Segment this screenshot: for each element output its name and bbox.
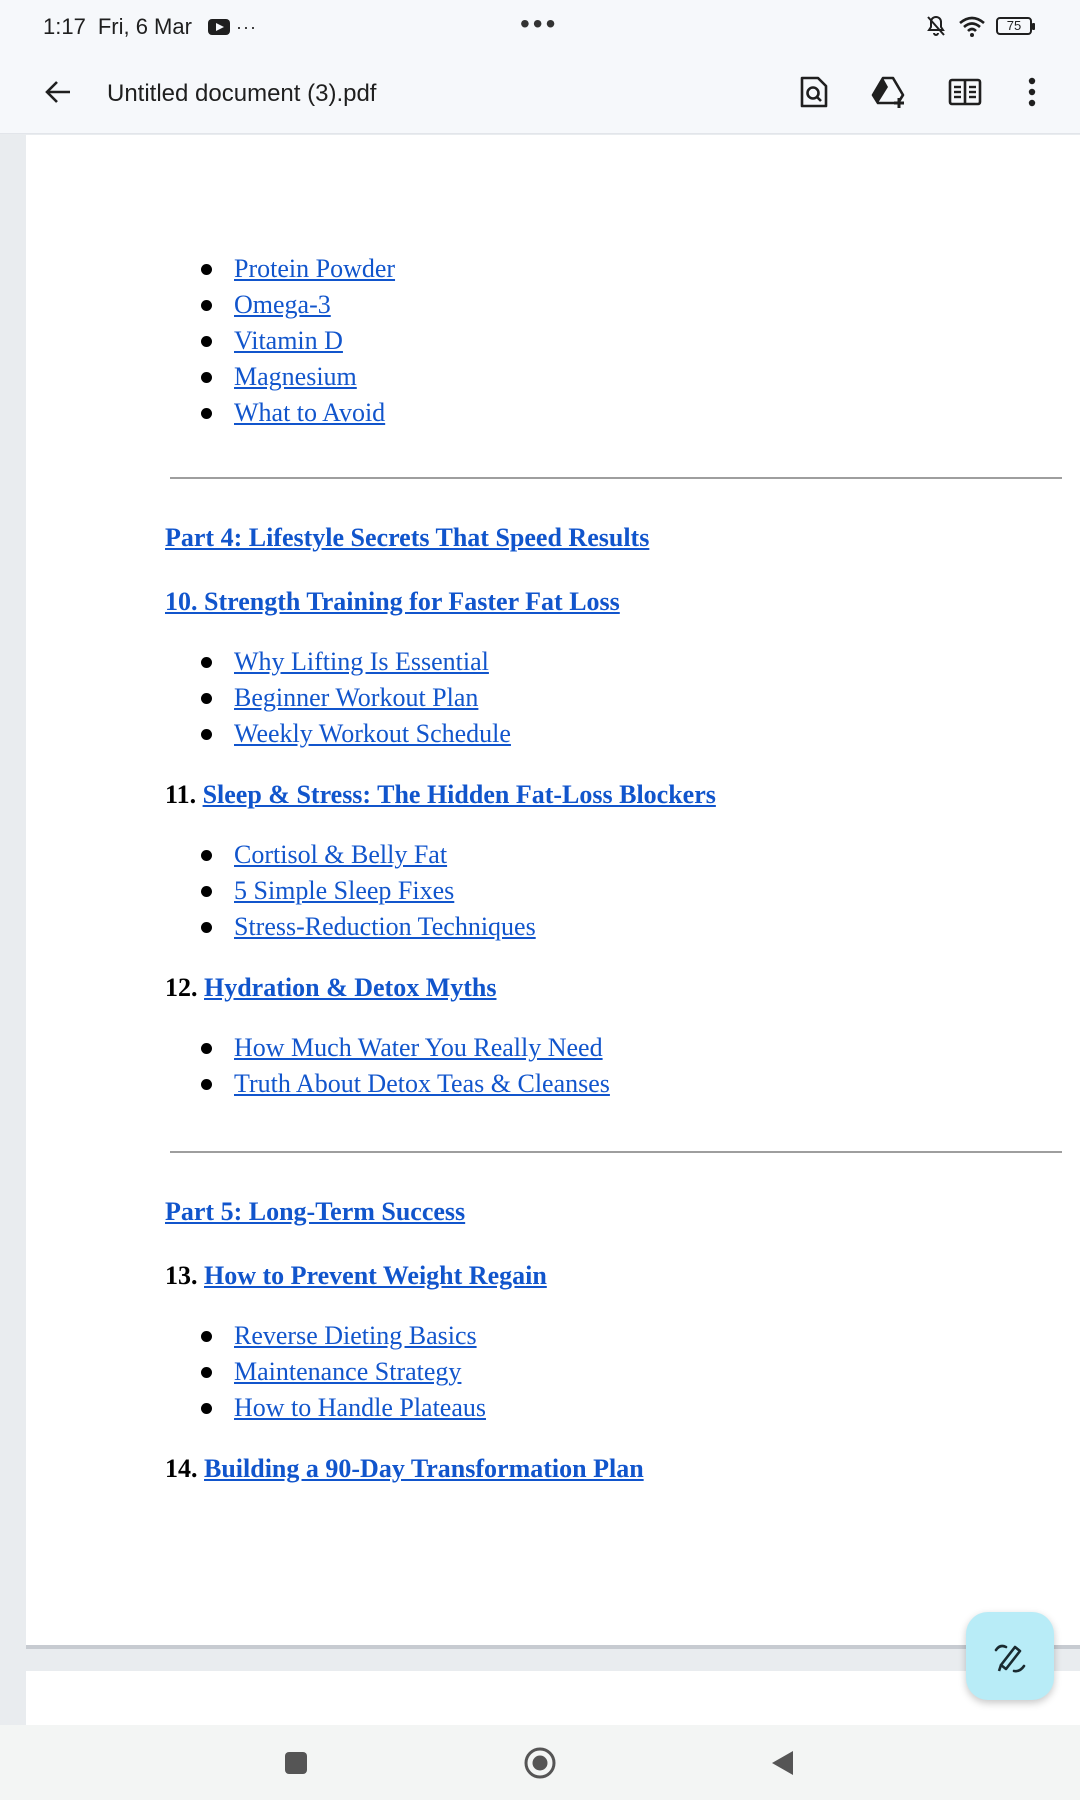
list-item: [26, 909, 536, 945]
back-triangle-icon: [769, 1749, 795, 1777]
list-item: [26, 1030, 610, 1066]
part-5-heading: [165, 1197, 465, 1227]
bell-off-icon: [924, 14, 948, 38]
list-item: [26, 359, 395, 395]
toc-link[interactable]: Building a 90-Day Transformation Plan: [204, 1454, 644, 1483]
toc-link[interactable]: Maintenance Strategy: [234, 1357, 462, 1386]
toc-link[interactable]: Omega-3: [234, 290, 331, 319]
recents-square-icon: [284, 1751, 308, 1775]
pdf-page-next: [26, 1671, 1080, 1725]
list-item: [26, 716, 511, 752]
status-left: [43, 14, 257, 40]
battery-indicator: 75: [996, 17, 1032, 35]
toc-link[interactable]: 5 Simple Sleep Fixes: [234, 876, 455, 905]
list-item: [26, 287, 395, 323]
section-13-heading: [165, 1261, 547, 1291]
document-viewport[interactable]: [0, 135, 1080, 1725]
part-4-heading: [165, 523, 649, 553]
toc-link[interactable]: Part 4: Lifestyle Secrets That Speed Results: [165, 523, 650, 552]
search-document-icon: [799, 75, 829, 109]
section-10-heading: [165, 587, 620, 617]
toc-link[interactable]: Protein Powder: [234, 254, 396, 283]
toc-link[interactable]: How Much Water You Really Need: [234, 1033, 603, 1062]
add-to-drive-icon: [871, 76, 909, 108]
status-bar: [0, 0, 1080, 54]
list-item: [26, 1390, 486, 1426]
list-item: [26, 323, 395, 359]
list-item: [26, 644, 511, 680]
toc-link[interactable]: How to Handle Plateaus: [234, 1393, 487, 1422]
system-nav-bar: [0, 1725, 1080, 1800]
divider: [170, 1151, 1062, 1153]
reading-mode-button[interactable]: [941, 68, 989, 116]
toc-link[interactable]: Cortisol & Belly Fat: [234, 840, 448, 869]
pdf-page: [26, 135, 1080, 1645]
nav-back-button[interactable]: [760, 1741, 804, 1785]
page-separator: [26, 1645, 1080, 1649]
section-13-list: [26, 1318, 486, 1426]
section-number: 12.: [165, 973, 198, 1002]
status-right: [924, 14, 1032, 38]
home-circle-icon: [523, 1746, 557, 1780]
document-title: Untitled document (3).pdf: [107, 80, 377, 107]
toc-link[interactable]: Beginner Workout Plan: [234, 683, 479, 712]
list-item: [26, 1066, 610, 1102]
toc-link[interactable]: Part 5: Long-Term Success: [165, 1197, 466, 1226]
toc-link[interactable]: Sleep & Stress: The Hidden Fat-Loss Blockers: [202, 780, 716, 809]
back-button[interactable]: [36, 70, 80, 114]
multitask-dots[interactable]: •••: [520, 8, 559, 39]
app-bar: [0, 54, 1080, 134]
section-11-heading: [165, 780, 716, 810]
toc-link[interactable]: What to Avoid: [234, 398, 386, 427]
section-number: 13.: [165, 1261, 198, 1290]
search-document-button[interactable]: [790, 68, 838, 116]
section-10-list: [26, 644, 511, 752]
back-arrow-icon: [43, 77, 73, 107]
section-number: 14.: [165, 1454, 198, 1483]
add-to-drive-button[interactable]: [866, 68, 914, 116]
toc-link[interactable]: Magnesium: [234, 362, 357, 391]
more-notifications-text: ···: [235, 16, 257, 37]
toc-link[interactable]: How to Prevent Weight Regain: [204, 1261, 547, 1290]
home-button[interactable]: [518, 1741, 562, 1785]
section-number: 11.: [165, 780, 197, 809]
reading-mode-icon: [948, 78, 982, 106]
divider: [170, 477, 1062, 479]
toc-link[interactable]: Reverse Dieting Basics: [234, 1321, 477, 1350]
youtube-notification-icon: [208, 19, 230, 35]
supplements-list: [26, 251, 395, 431]
toc-link[interactable]: Vitamin D: [234, 326, 343, 355]
more-vert-icon: [1027, 76, 1037, 108]
toc-link[interactable]: Truth About Detox Teas & Cleanses: [234, 1069, 610, 1098]
status-time: 1:17: [43, 14, 86, 39]
status-date: Fri, 6 Mar: [97, 14, 192, 39]
list-item: [26, 837, 536, 873]
list-item: [26, 680, 511, 716]
list-item: [26, 251, 395, 287]
annotate-fab[interactable]: [966, 1612, 1054, 1700]
wifi-icon: [958, 14, 986, 38]
section-12-heading: [165, 973, 496, 1003]
toc-link[interactable]: Why Lifting Is Essential: [234, 647, 489, 676]
list-item: [26, 1354, 486, 1390]
toc-link[interactable]: Weekly Workout Schedule: [234, 719, 511, 748]
list-item: [26, 873, 536, 909]
section-14-heading: [165, 1454, 644, 1484]
recents-button[interactable]: [274, 1741, 318, 1785]
toc-link[interactable]: Stress-Reduction Techniques: [234, 912, 536, 941]
toc-link[interactable]: 10. Strength Training for Faster Fat Loss: [165, 587, 620, 616]
list-item: [26, 1318, 486, 1354]
section-11-list: [26, 837, 536, 945]
section-12-list: [26, 1030, 610, 1102]
list-item: [26, 395, 395, 431]
toc-link[interactable]: Hydration & Detox Myths: [204, 973, 497, 1002]
more-options-button[interactable]: [1008, 68, 1056, 116]
edit-pen-icon: [992, 1638, 1028, 1674]
